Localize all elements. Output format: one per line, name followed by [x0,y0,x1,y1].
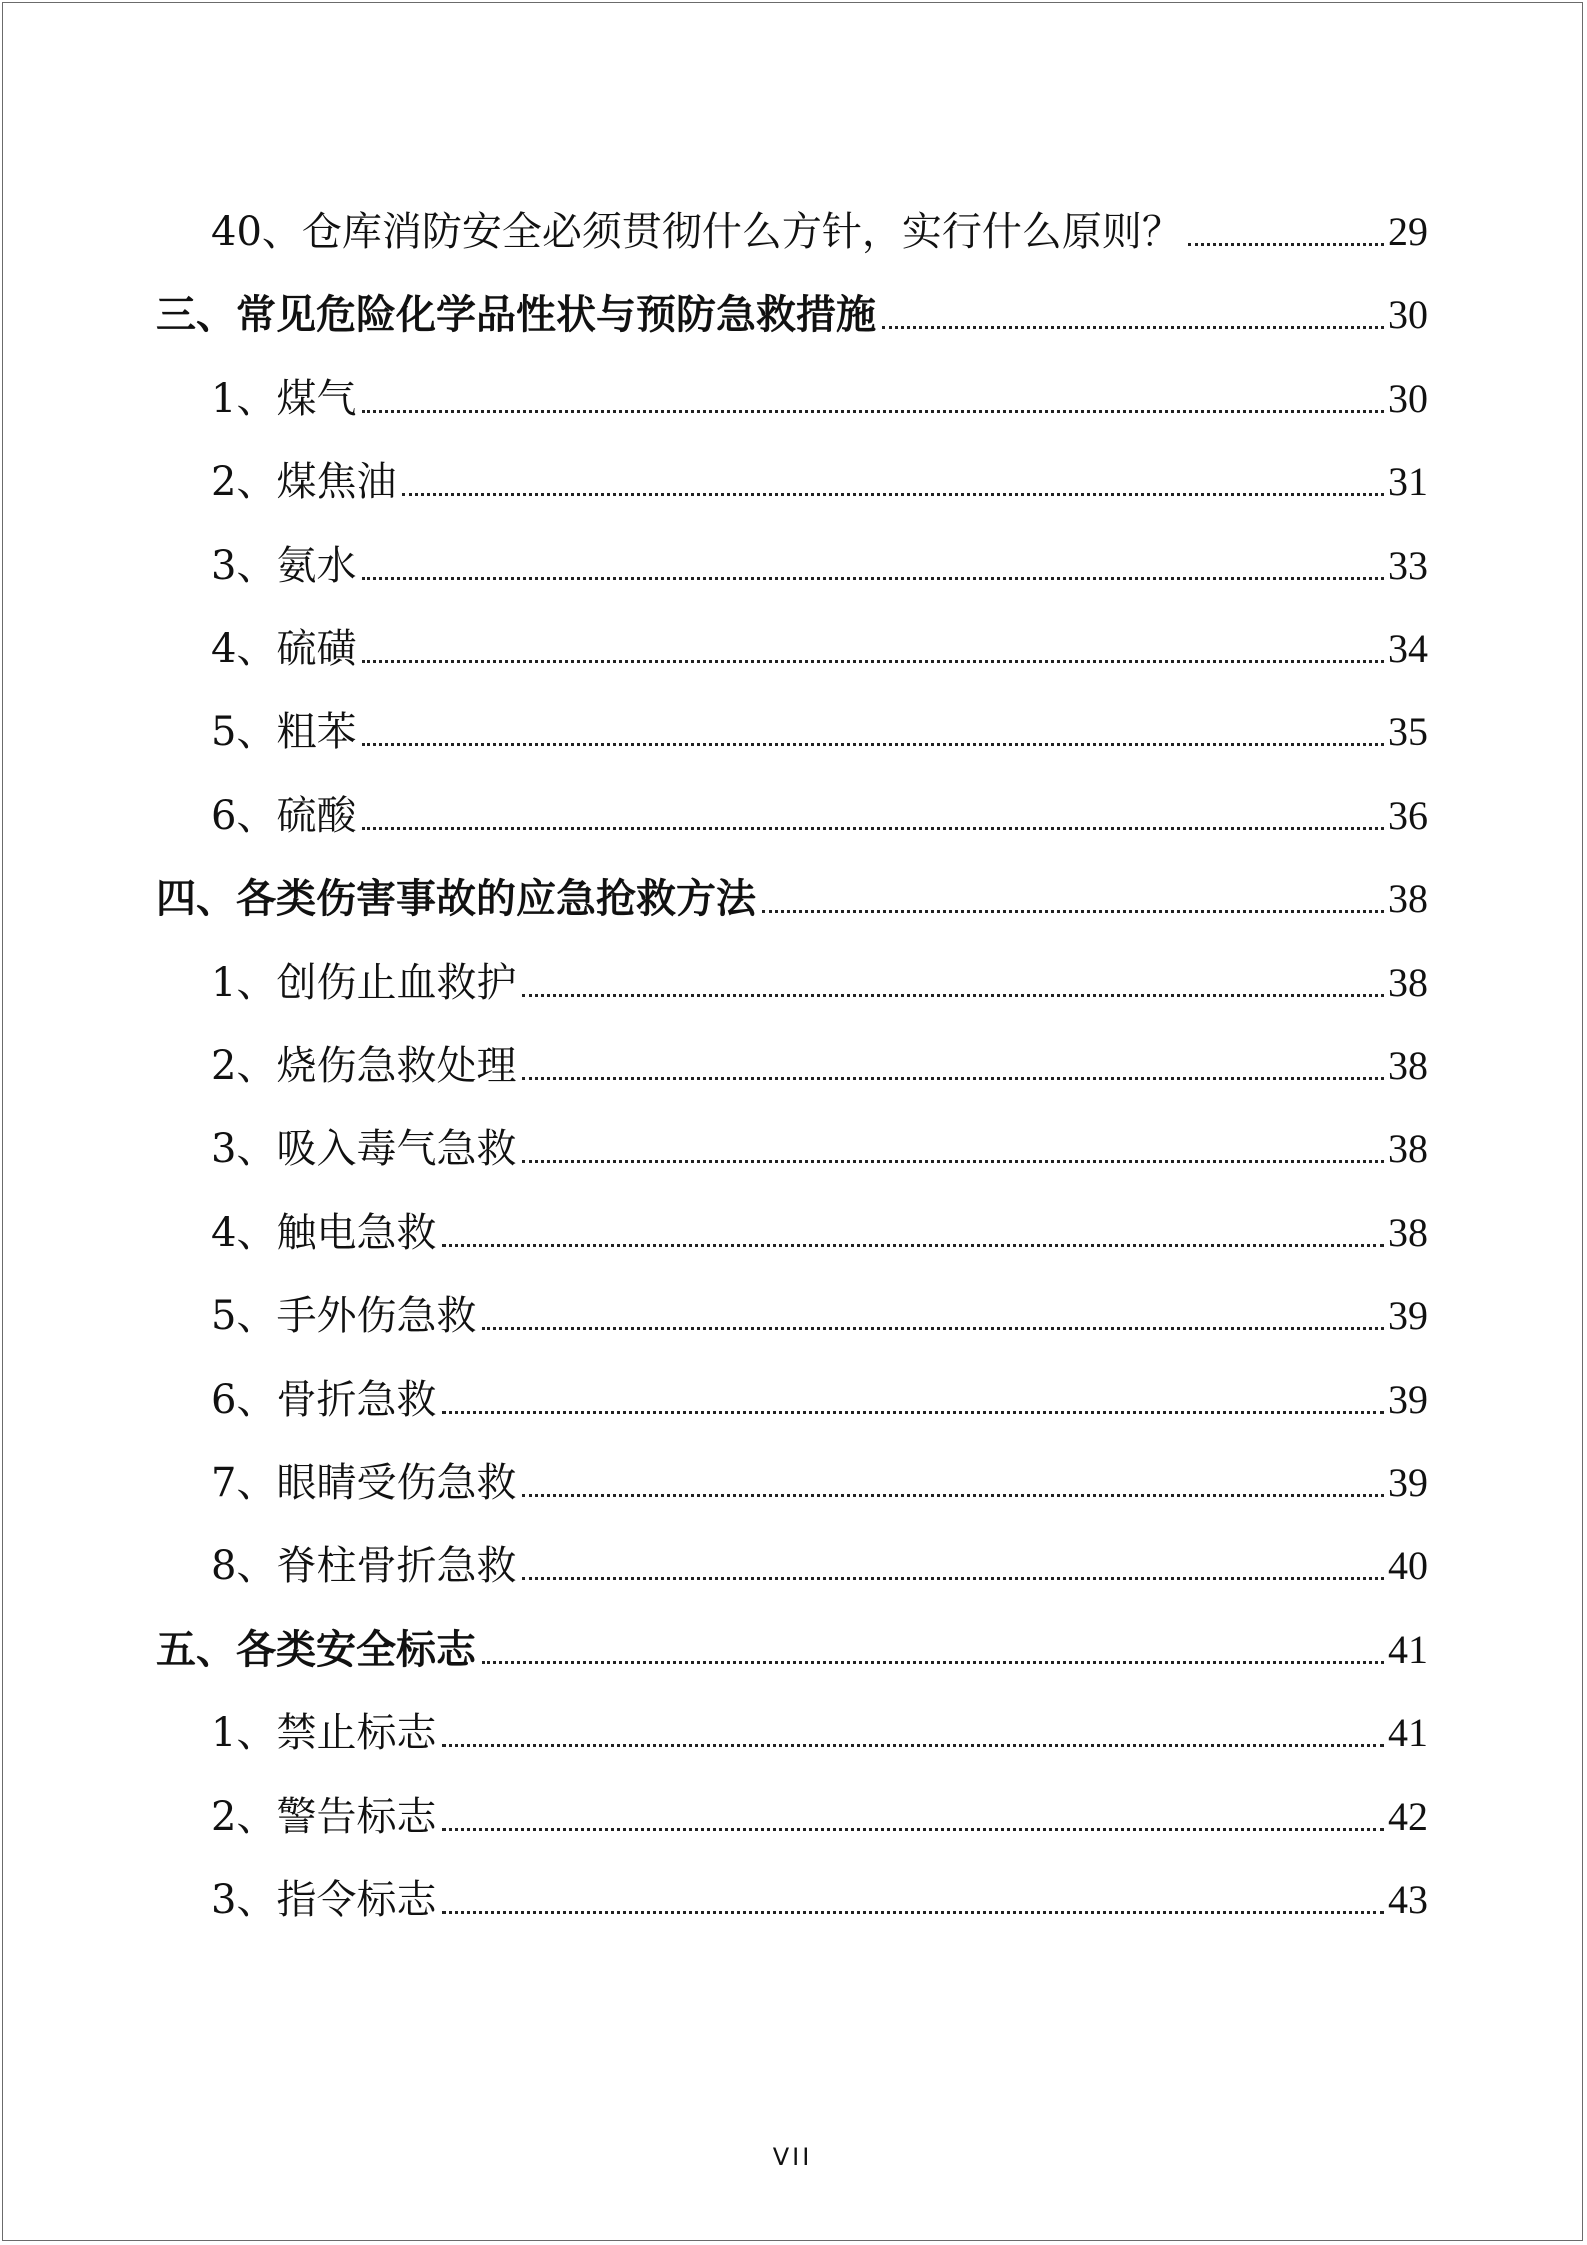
toc-entry-page-number: 41 [1388,1626,1428,1672]
toc-entry-page-number: 33 [1388,542,1428,588]
toc-entry-title: 5、手外伤急救 [211,1293,477,1340]
toc-entry-title: 2、烧伤急救处理 [211,1043,517,1089]
toc-item-entry [211,448,1428,508]
toc-entry-title: 2、煤焦油 [211,459,397,506]
toc-entry-title: 3、指令标志 [211,1877,437,1923]
dot-leader [522,1494,1384,1497]
toc-entry-title: 2、警告标志 [211,1793,437,1840]
toc-item-entry [211,1783,1428,1843]
toc-entry-page-number: 31 [1388,459,1428,505]
dot-leader [522,1160,1384,1163]
toc-item-entry [211,198,1428,258]
page-number: VII [772,2143,813,2171]
dot-leader [442,1911,1384,1914]
dot-leader [762,910,1384,913]
toc-item-entry [211,698,1428,758]
dot-leader [882,326,1384,329]
dot-leader [522,994,1384,997]
toc-entry-page-number: 43 [1388,1877,1428,1922]
toc-item-entry [211,532,1428,592]
toc-entry-title: 三、常见危险化学品性状与预防急救措施 [156,292,876,339]
toc-item-entry [211,1532,1428,1592]
toc-entry-title: 7、眼睛受伤急救 [211,1460,517,1506]
dot-leader [482,1327,1384,1330]
dot-leader [362,577,1384,580]
toc-item-entry [211,1282,1428,1342]
toc-section-entry [156,281,1428,341]
toc-entry-title: 3、吸入毒气急救 [211,1126,517,1173]
toc-section-entry [156,865,1428,925]
dot-leader [442,1411,1384,1414]
toc-entry-page-number: 30 [1388,375,1428,421]
toc-entry-title: 4、触电急救 [211,1209,437,1256]
dot-leader [442,1244,1384,1247]
dot-leader [1188,243,1384,246]
dot-leader [362,410,1384,413]
toc-item-entry [211,782,1428,842]
toc-item-entry [211,949,1428,1009]
dot-leader [362,743,1384,746]
toc-entry-page-number: 39 [1388,1293,1428,1339]
toc-entry-page-number: 38 [1388,1126,1428,1172]
toc-entry-page-number: 38 [1388,1209,1428,1255]
toc-entry-title: 6、硫酸 [211,792,357,839]
toc-item-entry [211,615,1428,675]
dot-leader [522,1577,1384,1580]
toc-entry-title: 6、骨折急救 [211,1376,437,1423]
toc-entry-title: 四、各类伤害事故的应急抢救方法 [156,876,756,923]
toc-entry-page-number: 35 [1388,709,1428,755]
toc-entry-page-number: 41 [1388,1710,1428,1756]
dot-leader [522,1077,1384,1080]
toc-item-entry [211,1366,1428,1426]
toc-entry-title: 1、禁止标志 [211,1710,437,1757]
toc-item-entry [211,1115,1428,1175]
toc-entry-title: 3、氨水 [211,542,357,589]
toc-entry-title: 1、创伤止血救护 [211,959,517,1006]
toc-entry-page-number: 39 [1388,1376,1428,1422]
dot-leader [362,660,1384,663]
toc-entry-page-number: 38 [1388,959,1428,1005]
toc-entry-page-number: 29 [1388,209,1428,254]
toc-entry-page-number: 36 [1388,792,1428,838]
toc-entry-page-number: 34 [1388,626,1428,671]
toc-entry-title: 5、粗苯 [211,709,357,756]
toc-entry-page-number: 40 [1388,1543,1428,1589]
dot-leader [362,827,1384,830]
toc-entry-page-number: 30 [1388,292,1428,338]
dot-leader [482,1661,1384,1664]
toc-item-entry [211,1449,1428,1509]
toc-entry-page-number: 39 [1388,1460,1428,1505]
toc-entry-title: 40、仓库消防安全必须贯彻什么方针，实行什么原则？ [211,209,1182,255]
toc-entry-page-number: 42 [1388,1793,1428,1839]
document-page [2,2,1583,2241]
dot-leader [442,1828,1384,1831]
dot-leader [442,1744,1384,1747]
toc-item-entry [211,1866,1428,1926]
toc-entry-title: 五、各类安全标志 [156,1626,476,1673]
toc-entry-page-number: 38 [1388,1043,1428,1088]
table-of-contents [3,3,1582,2240]
toc-item-entry [211,365,1428,425]
toc-item-entry [211,1032,1428,1092]
dot-leader [402,493,1384,496]
toc-entry-page-number: 38 [1388,876,1428,922]
toc-entry-title: 8、脊柱骨折急救 [211,1543,517,1590]
toc-section-entry [156,1616,1428,1676]
toc-item-entry [211,1699,1428,1759]
toc-entry-title: 4、硫磺 [211,626,357,672]
toc-entry-title: 1、煤气 [211,375,357,422]
toc-item-entry [211,1199,1428,1259]
